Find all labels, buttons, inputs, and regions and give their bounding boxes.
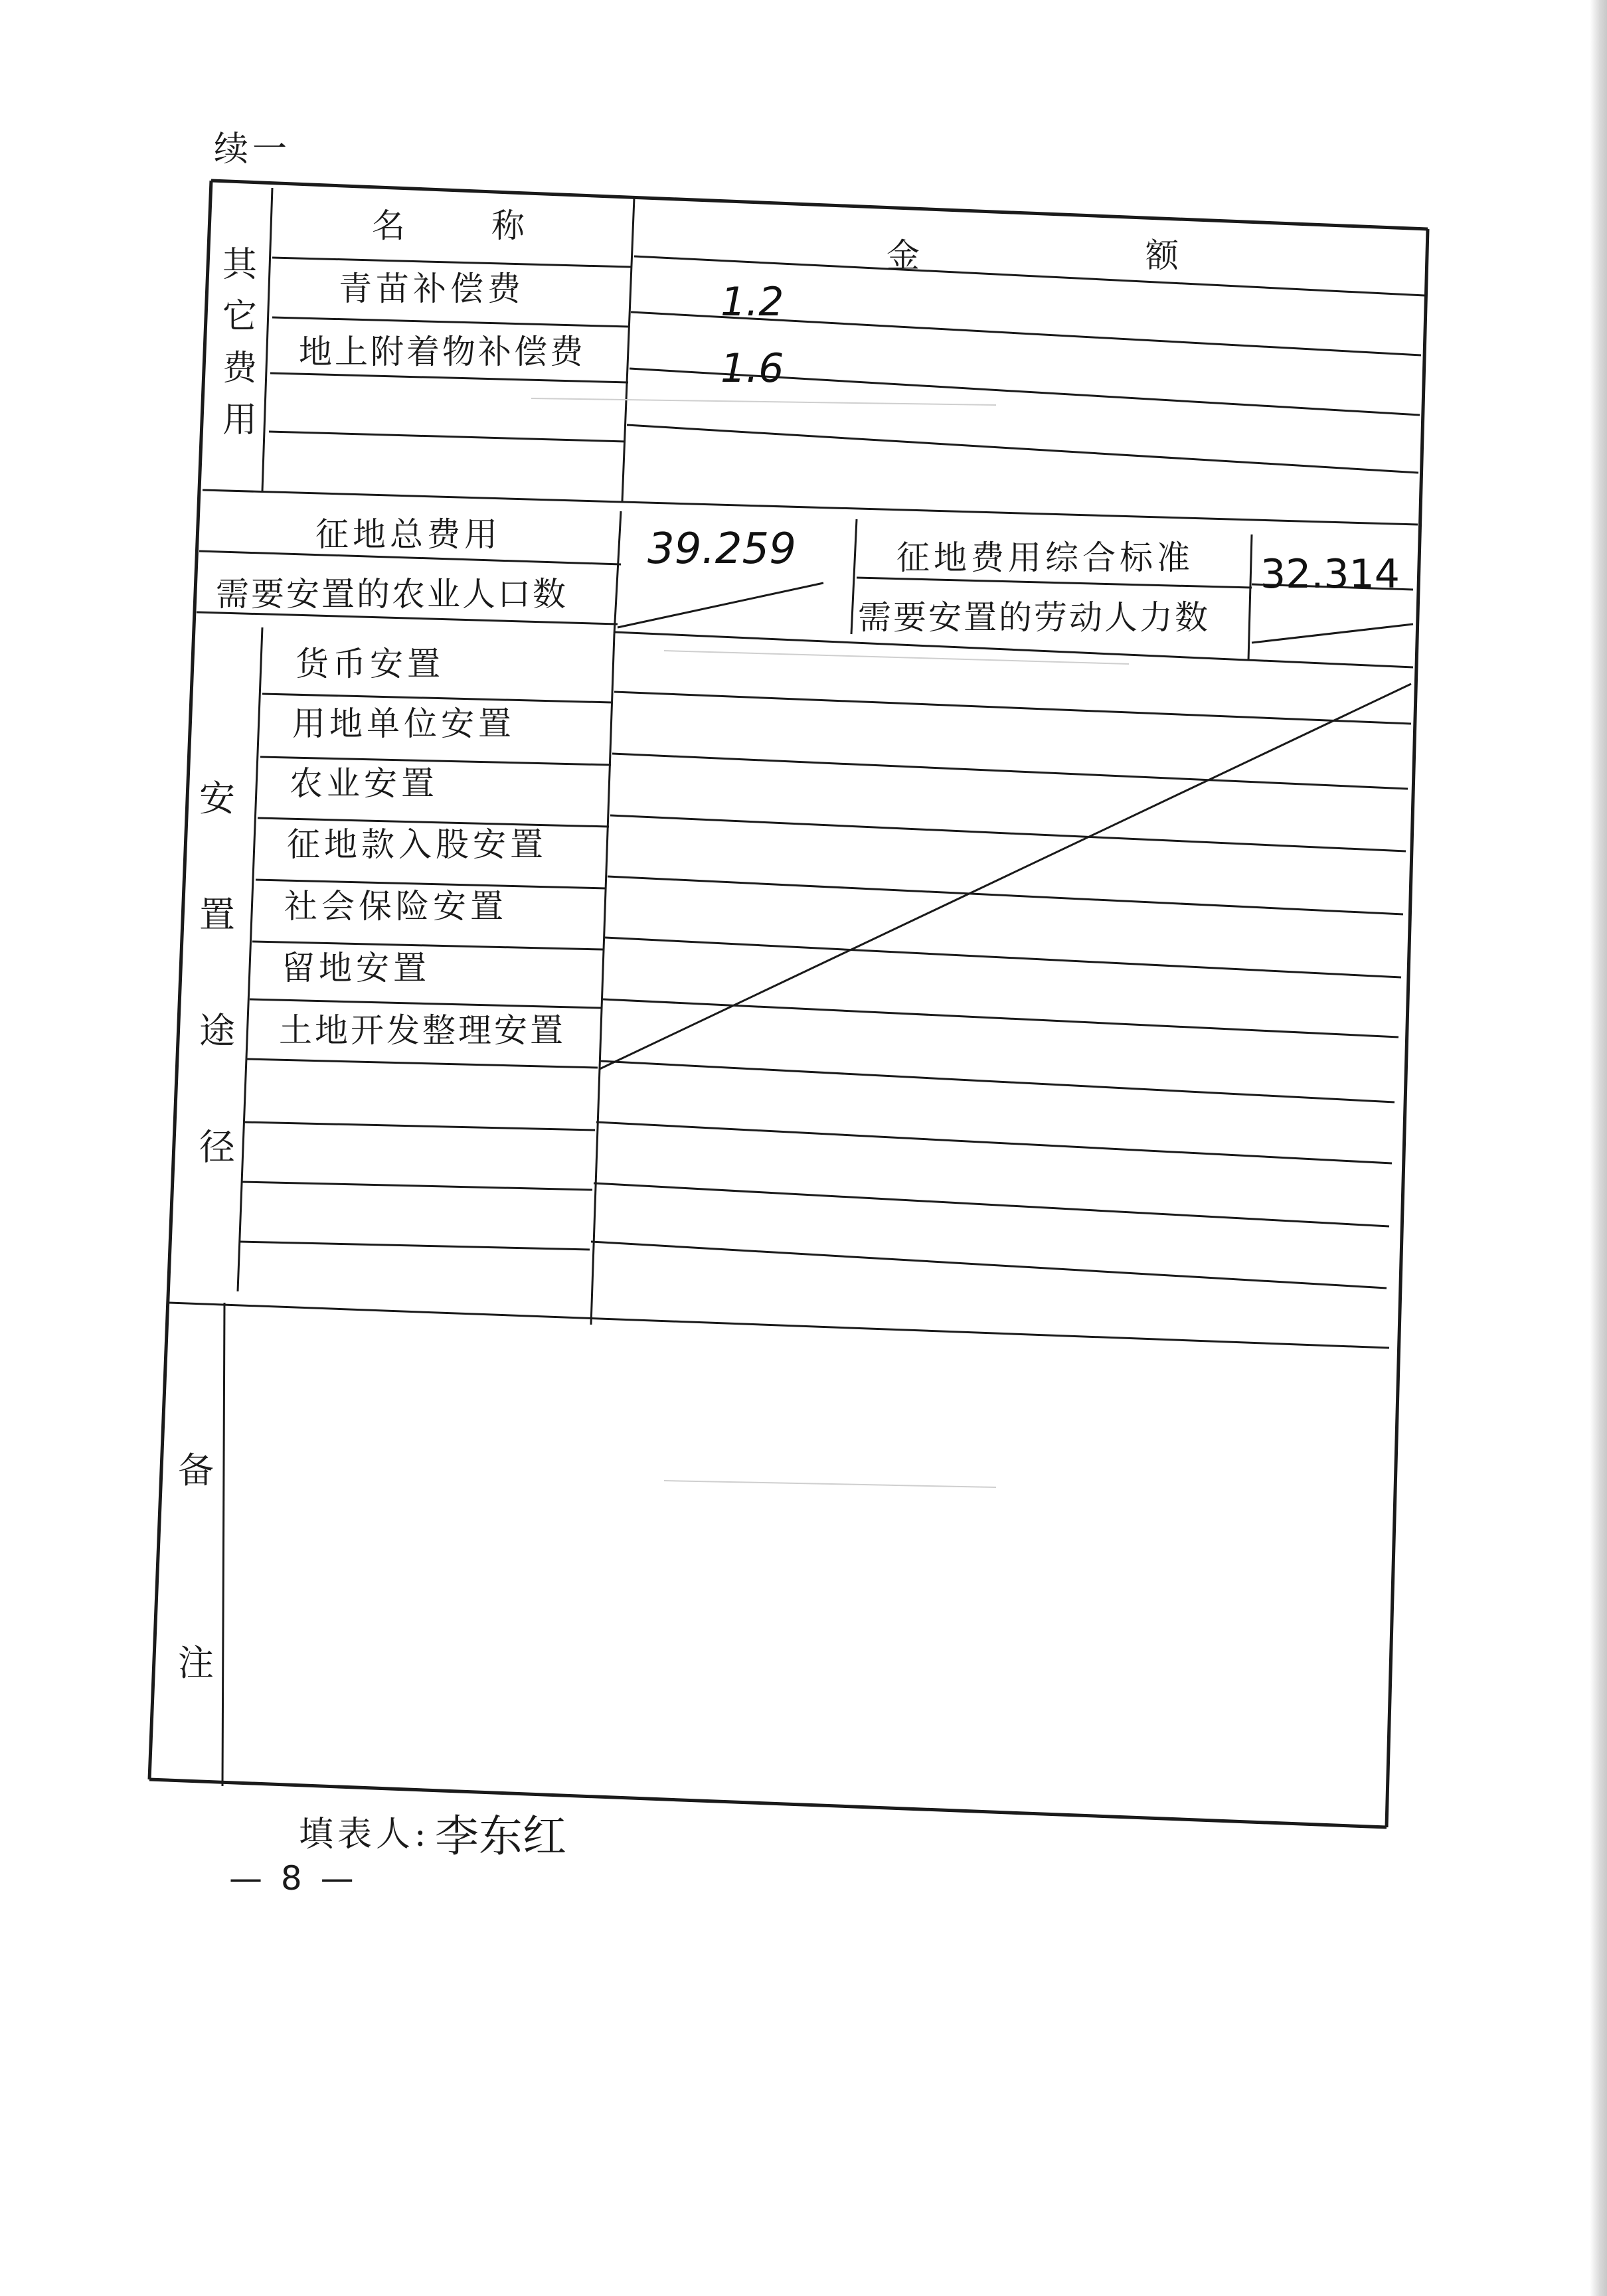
column-header-amount: 金 额: [887, 236, 1232, 275]
resettlement-item: 农业安置: [290, 764, 438, 803]
total-cost-value: 39.259: [647, 525, 796, 574]
filler-signature: 李东红: [435, 1811, 566, 1862]
column-header-name: 名 称: [372, 206, 551, 245]
fee-row-amount: 1.6: [720, 345, 784, 392]
filler-label: 填表人:: [299, 1815, 430, 1854]
resettlement-item: 留地安置: [282, 949, 430, 987]
resettlement-section-label: 安置途径: [199, 778, 235, 1168]
total-cost-label: 征地总费用: [315, 515, 501, 554]
remarks-section-label: 备注: [178, 1449, 214, 1684]
other-fees-section-label: 其它费用: [222, 245, 258, 440]
resettlement-item: 土地开发整理安置: [279, 1011, 566, 1050]
resettlement-item: 社会保险安置: [284, 887, 507, 926]
standard-value: 32.314: [1260, 551, 1400, 598]
fee-row-name: 青苗补偿费: [339, 270, 525, 308]
standard-label: 征地费用综合标准: [896, 538, 1194, 577]
page-number: — 8 —: [229, 1859, 358, 1898]
fee-row-name: 地上附着物补偿费: [299, 333, 586, 371]
continued-label: 续一: [214, 129, 292, 169]
farm-population-label: 需要安置的农业人口数: [216, 575, 568, 614]
fee-row-amount: 1.2: [720, 279, 784, 325]
labor-force-label: 需要安置的劳动人力数: [858, 598, 1210, 637]
resettlement-item: 征地款入股安置: [287, 825, 547, 864]
resettlement-item: 用地单位安置: [292, 704, 515, 743]
resettlement-item: 货币安置: [296, 645, 444, 683]
